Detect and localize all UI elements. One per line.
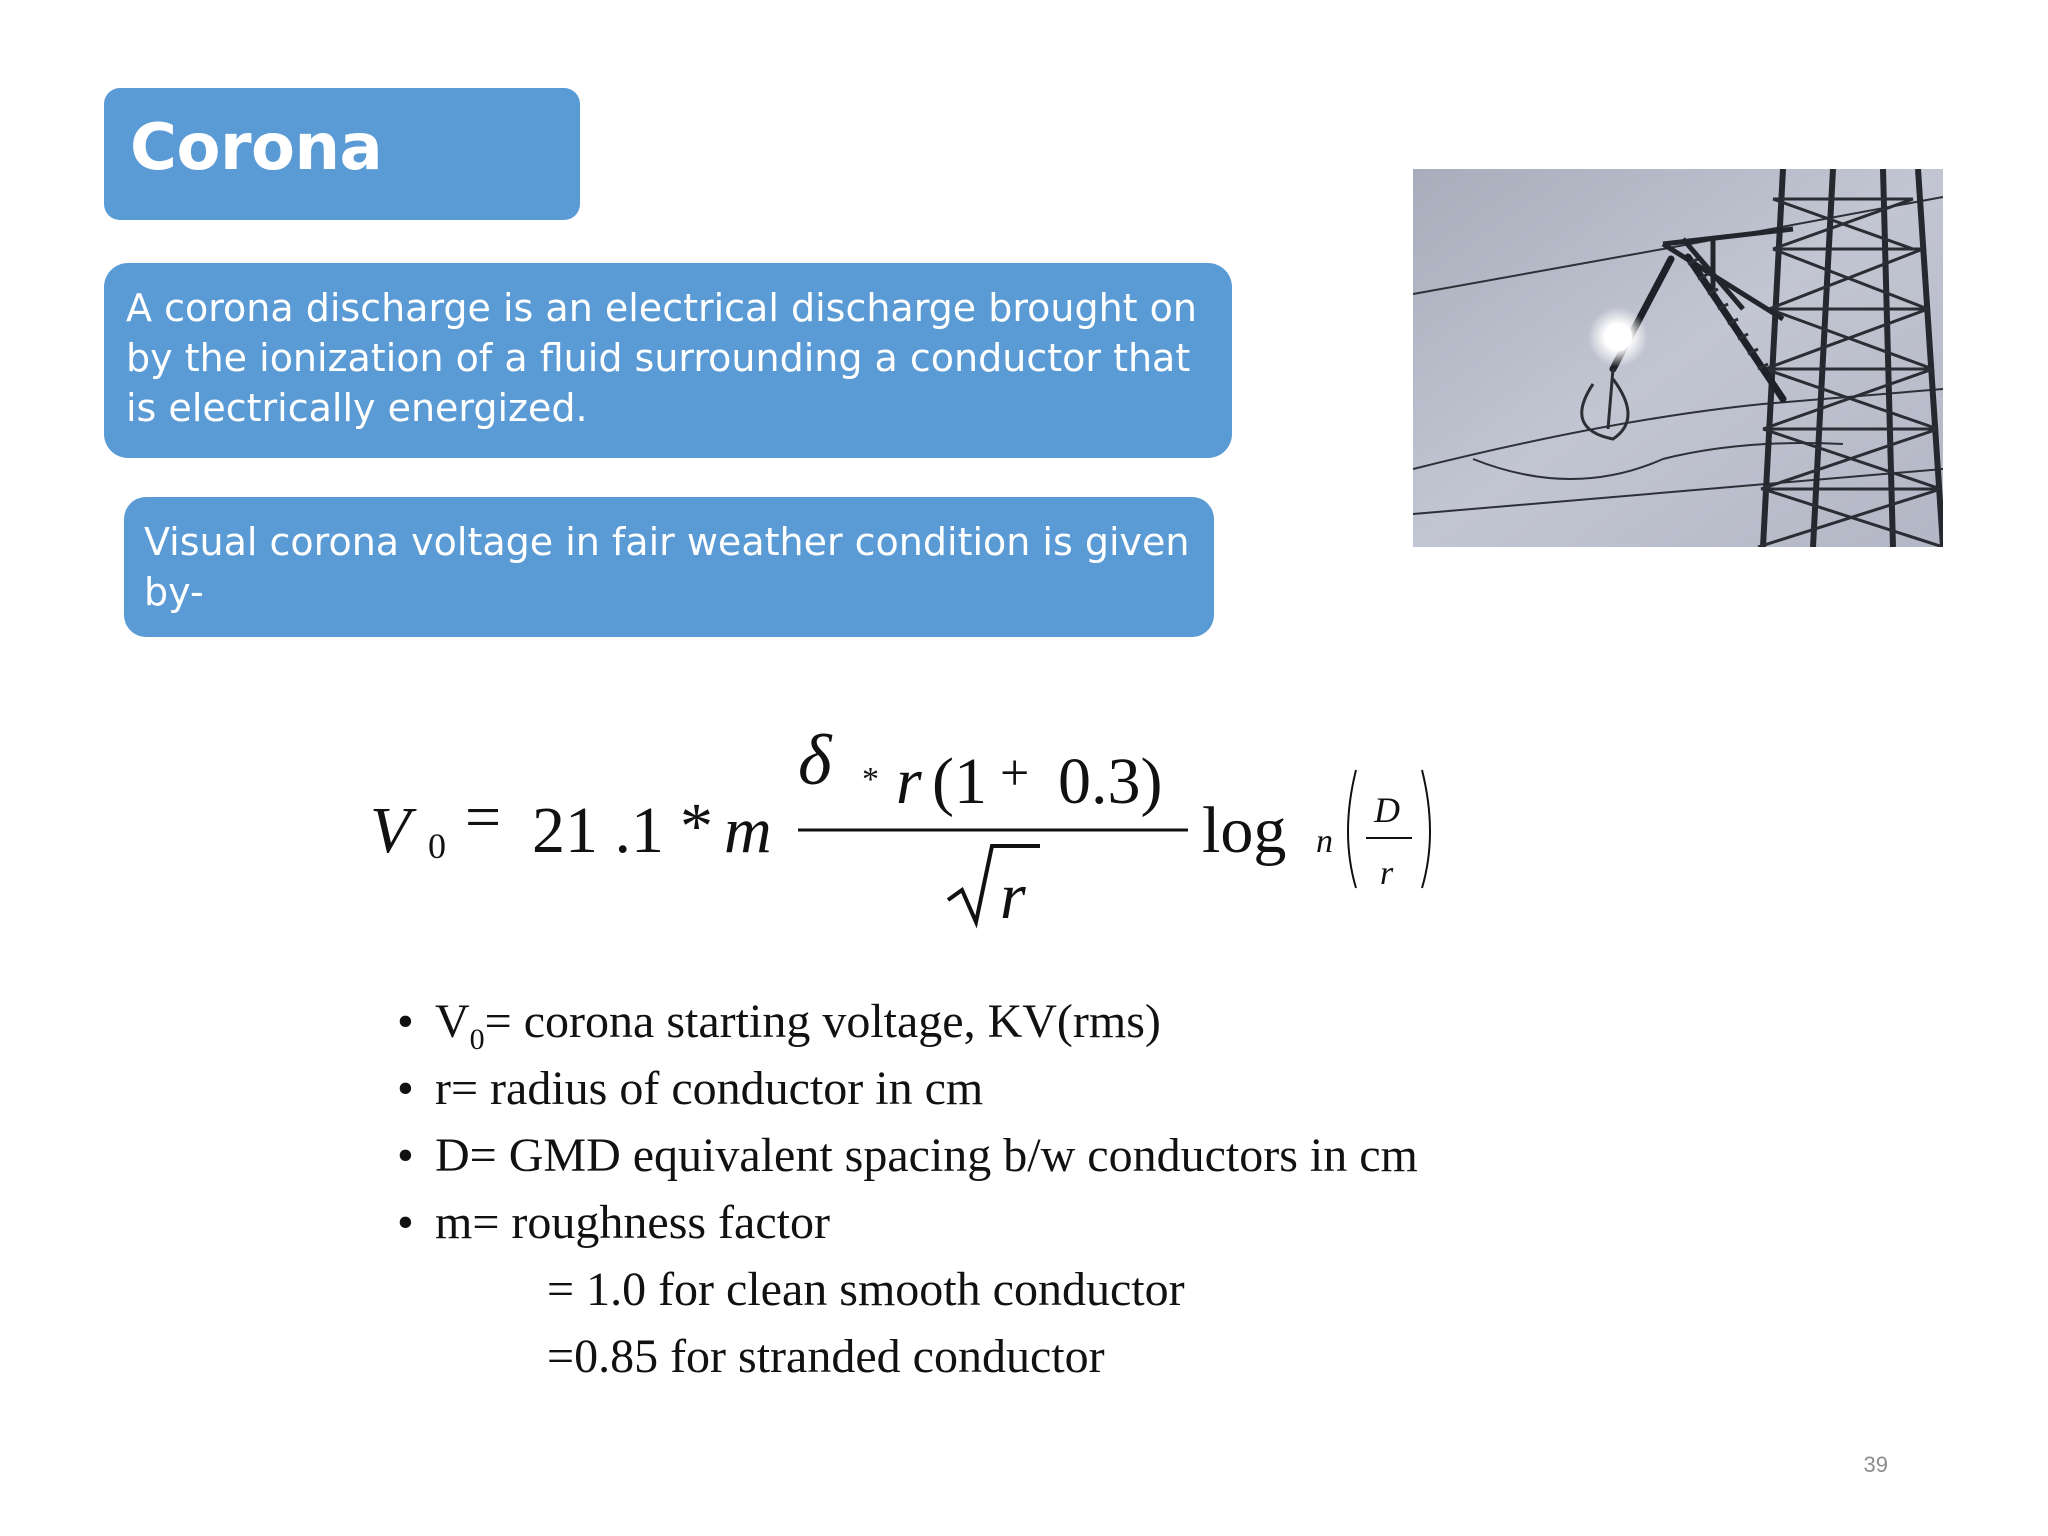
- formula-log: log: [1202, 794, 1287, 867]
- definition-r: [392, 1055, 1418, 1122]
- formula-num-plus: +: [1000, 745, 1030, 802]
- formula-equals: =: [465, 781, 502, 852]
- formula-ratio-d: D: [1374, 790, 1400, 830]
- formula-log-base: n: [1316, 823, 1333, 860]
- formula-sqrt-sign: [948, 846, 1040, 922]
- definition-box: [104, 263, 1232, 458]
- title-box: [104, 88, 580, 220]
- formula-m: m: [724, 794, 772, 867]
- formula-coefficient: 21 .1: [532, 794, 664, 867]
- variable-definitions-list: [392, 988, 1418, 1390]
- m-text: m= roughness factor: [435, 1196, 830, 1249]
- formula-ratio-r: r: [1380, 855, 1394, 892]
- d-text: D= GMD equivalent spacing b/w conductors in cm: [435, 1129, 1418, 1182]
- definition-m-clean: [392, 1256, 1418, 1323]
- formula-num-value: 0.3): [1058, 745, 1163, 818]
- definition-m: [392, 1189, 1418, 1256]
- m-stranded-text: =0.85 for stranded conductor: [547, 1330, 1105, 1383]
- formula-den-r: r: [1000, 860, 1026, 933]
- v0-text: = corona starting voltage, KV(rms): [484, 995, 1161, 1048]
- r-text: r= radius of conductor in cm: [435, 1062, 984, 1115]
- definition-v0: [392, 988, 1418, 1055]
- formula-v: V: [370, 794, 411, 867]
- visual-corona-intro-text: Visual corona voltage in fair weather condition is given by-: [144, 520, 1190, 614]
- formula-v-subscript: 0: [428, 826, 446, 866]
- tower-photo-drawing: [1413, 169, 1943, 547]
- page-number: 39: [1863, 1452, 1888, 1477]
- formula-num-paren: (1: [932, 745, 987, 818]
- definition-d: [392, 1122, 1418, 1189]
- definition-m-stranded: [392, 1323, 1418, 1390]
- definition-text: A corona discharge is an electrical discharge brought on by the ionization of a fluid surrounding a conductor that is electrically energized.: [126, 286, 1197, 430]
- transmission-tower-corona-photo: [1413, 169, 1943, 547]
- formula-right-paren: [1422, 770, 1430, 888]
- formula-delta: δ: [798, 720, 832, 800]
- slide-title: Corona: [130, 111, 383, 185]
- m-clean-text: = 1.0 for clean smooth conductor: [547, 1263, 1185, 1316]
- formula-multiply: *: [680, 790, 713, 863]
- visual-corona-intro-box: [124, 497, 1214, 637]
- formula-num-star: *: [862, 761, 879, 798]
- v0-subscript: 0: [469, 1023, 485, 1056]
- formula-num-r: r: [896, 745, 922, 818]
- v0-symbol: V: [435, 995, 470, 1048]
- formula-left-paren: [1348, 770, 1356, 888]
